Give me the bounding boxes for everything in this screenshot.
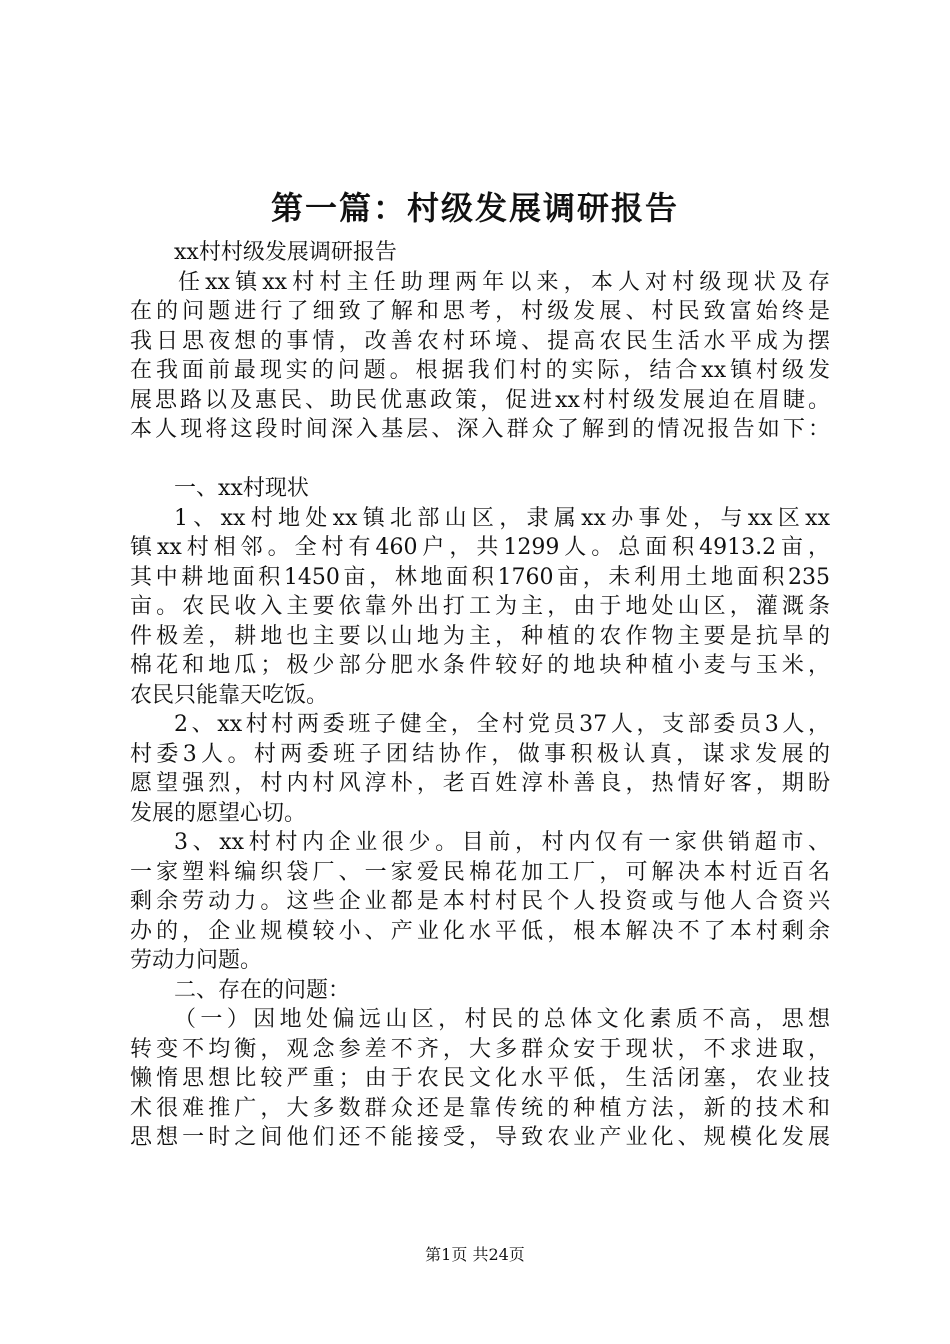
paragraph-line: 懒惰思想比较严重；由于农民文化水平低，生活闭塞，农业技 <box>130 1066 830 1091</box>
paragraph-line: 在的问题进行了细致了解和思考，村级发展、村民致富始终是 <box>130 299 830 324</box>
paragraph-line: 本人现将这段时间深入基层、深入群众了解到的情况报告如下： <box>130 417 830 442</box>
paragraph-line: 任xx镇xx村村主任助理两年以来，本人对村级现状及存 <box>178 269 830 295</box>
paragraph-line: （一）因地处偏远山区，村民的总体文化素质不高，思想 <box>174 1007 830 1032</box>
paragraph-line: 愿望强烈，村内村风淳朴，老百姓淳朴善良，热情好客，期盼 <box>130 771 830 796</box>
document-title: 第一篇：村级发展调研报告 <box>270 189 679 227</box>
paragraph-line: 其中耕地面积1450亩，林地面积1760亩，未利用土地面积235 <box>130 564 830 590</box>
paragraph-line: 展思路以及惠民、助民优惠政策，促进xx村村级发展迫在眉睫。 <box>130 387 830 413</box>
paragraph-line: 村委3人。村两委班子团结协作，做事积极认真，谋求发展的 <box>130 741 830 767</box>
paragraph-line: 在我面前最现实的问题。根据我们村的实际，结合xx镇村级发 <box>130 358 830 383</box>
paragraph-line: 农民只能靠天吃饭。 <box>130 682 329 708</box>
paragraph-line: 1、xx村地处xx镇北部山区，隶属xx办事处，与xx区xx <box>174 505 830 531</box>
paragraph-line: 发展的愿望心切。 <box>130 800 307 826</box>
paragraph-line: 棉花和地瓜；极少部分肥水条件较好的地块种植小麦与玉米， <box>130 653 830 678</box>
document-body <box>130 238 830 1153</box>
subtitle-line: xx村村级发展调研报告 <box>174 240 397 265</box>
paragraph-line: 思想一时之间他们还不能接受，导致农业产业化、规模化发展 <box>130 1125 830 1150</box>
paragraph-line: 镇xx村相邻。全村有460户，共1299人。总面积4913.2亩， <box>130 535 830 560</box>
blank-line <box>130 445 830 475</box>
paragraph-line: 件极差，耕地也主要以山地为主，种植的农作物主要是抗旱的 <box>130 623 830 649</box>
paragraph-line: 转变不均衡，观念参差不齐，大多群众安于现状，不求进取， <box>130 1036 830 1062</box>
paragraph-line: 一家塑料编织袋厂、一家爱民棉花加工厂，可解决本村近百名 <box>130 859 830 885</box>
paragraph-line: 我日思夜想的事情，改善农村环境、提高农民生活水平成为摆 <box>130 328 830 354</box>
paragraph-line: 3、xx村村内企业很少。目前，村内仅有一家供销超市、 <box>174 830 830 855</box>
section-heading: 一、xx村现状 <box>174 476 309 501</box>
page-number: 第1页 共24页 <box>425 1245 525 1264</box>
paragraph-line: 亩。农民收入主要依靠外出打工为主，由于地处山区，灌溉条 <box>130 594 830 619</box>
paragraph-line: 2、xx村村两委班子健全，全村党员37人，支部委员3人， <box>174 712 830 737</box>
paragraph-line: 术很难推广，大多数群众还是靠传统的种植方法，新的技术和 <box>130 1095 830 1121</box>
paragraph-line: 办的，企业规模较小、产业化水平低，根本解决不了本村剩余 <box>130 918 830 944</box>
paragraph-line: 剩余劳动力。这些企业都是本村村民个人投资或与他人合资兴 <box>130 889 830 914</box>
paragraph-line: 劳动力问题。 <box>130 948 263 973</box>
section-heading: 二、存在的问题： <box>174 977 351 1003</box>
